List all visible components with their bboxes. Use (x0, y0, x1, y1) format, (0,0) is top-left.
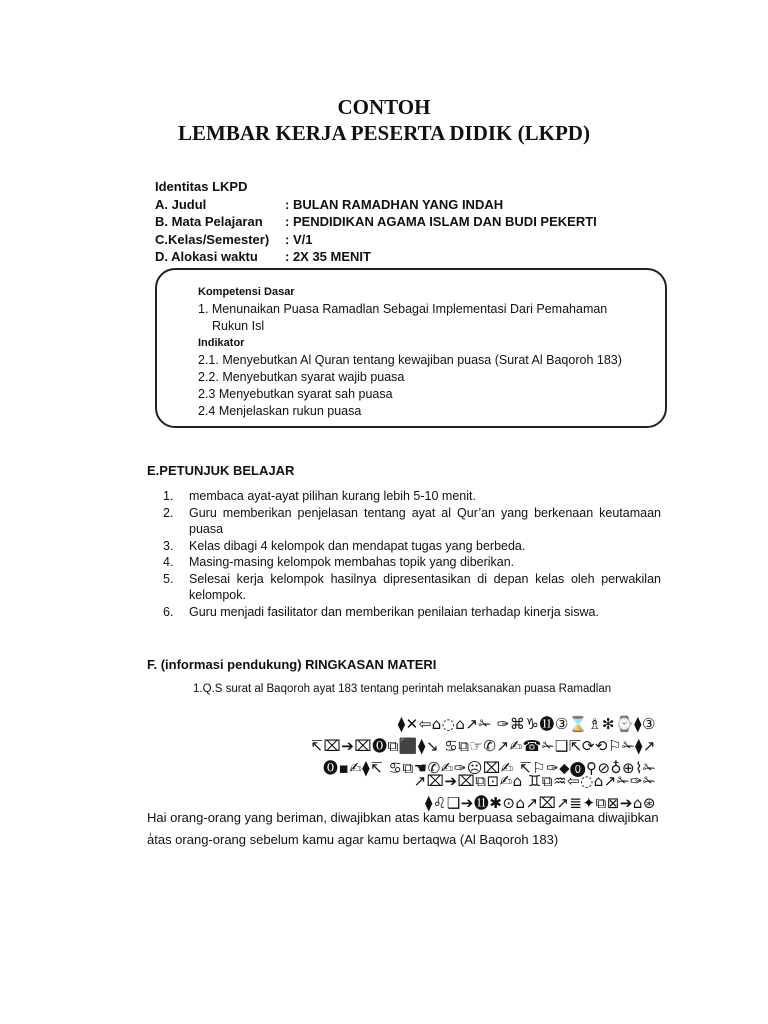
row-label: B. Mata Pelajaran (155, 214, 263, 229)
list-text: Kelas dibagi 4 kelompok dan mendapat tugas yang berbeda. (189, 538, 526, 553)
petunjuk-list (163, 488, 661, 620)
ringkasan-heading: F. (informasi pendukung) RINGKASAN MATERI (147, 657, 437, 672)
arabic-glyph-line: ↸⌧➔⌧⓿⧉⬛⧫↘ ♋⧉☞✆↗✍☎✁❑⇱⟳⟲⚐✁⧫↗ (310, 737, 656, 755)
list-item (163, 571, 661, 604)
kd-item-cont: Rukun Isl (212, 319, 265, 333)
list-item (163, 604, 661, 621)
row-label: C.Kelas/Semester) (155, 231, 270, 247)
row-value: : PENDIDIKAN AGAMA ISLAM DAN BUDI PEKERTI (285, 214, 597, 229)
arabic-glyph-line: ⧫♌❑➔⓫✱⊙⌂↗⌧↗≣✦⧉⊠➔⌂⊛ (424, 794, 656, 812)
row-value: : BULAN RAMADHAN YANG INDAH (285, 196, 504, 212)
list-text: Guru memberikan penjelasan tentang ayat al Qur’an yang berkenaan keutamaan puasa (189, 505, 661, 536)
list-item (163, 505, 661, 538)
kd-heading: Kompetensi Dasar (198, 286, 295, 298)
list-number: 1. (163, 489, 174, 503)
identitas-row-waktu (155, 248, 597, 266)
list-number: 5. (163, 571, 174, 586)
indikator-item: 2.4 Menjelaskan rukun puasa (198, 404, 362, 418)
list-number: 2. (163, 505, 174, 520)
row-label: D. Alokasi waktu (155, 249, 258, 264)
list-item (163, 538, 661, 555)
ayat-reference: 1.Q.S surat al Baqoroh ayat 183 tentang perintah melaksanakan puasa Ramadlan (193, 683, 612, 695)
indikator-item: 2.2. Menyebutkan syarat wajib puasa (198, 370, 405, 384)
kd-item: 1. Menunaikan Puasa Ramadlan Sebagai Implementasi Dari Pemahaman (198, 302, 608, 316)
identitas-row-mapel (155, 213, 597, 231)
list-number: 4. (163, 555, 174, 569)
title-line1: CONTOH (337, 95, 431, 119)
identitas-row-judul (155, 196, 597, 214)
list-text: Masing-masing kelompok membahas topik yang diberikan. (189, 555, 515, 569)
indikator-heading: Indikator (198, 337, 245, 349)
identitas-heading: Identitas LKPD (155, 179, 248, 194)
arabic-glyph-line: ⓿▪✍⧫↸ ♋⧉☚✆✍✑☹⌧✍ ↸⚐✑⬥⓿⚲⊘♁⊕⌇✁ (323, 759, 656, 777)
list-item (163, 488, 661, 505)
row-label: A. Judul (155, 196, 207, 212)
translation-line1: Hai orang-orang yang beriman, diwajibkan atas kamu berpuasa sebagaimana diwajibkan (147, 810, 659, 825)
row-value: : 2X 35 MENIT (285, 249, 371, 264)
list-item (163, 554, 661, 571)
list-number: 3. (163, 538, 174, 553)
list-number: 6. (163, 604, 174, 619)
petunjuk-heading: E.PETUNJUK BELAJAR (147, 463, 295, 478)
list-text: membaca ayat-ayat pilihan kurang lebih 5-10 menit. (189, 489, 476, 503)
arabic-glyph-line: ↗⌧➔⌧⧉⊡✍⌂ ♊⧉♒⇦◌⌂↗✁✑✁ (413, 772, 656, 790)
translation-line2: ٰatas orang-orang sebelum kamu agar kamu bertaqwa (Al Baqoroh 183) (147, 832, 559, 847)
list-text: Guru menjadi fasilitator dan memberikan penilaian terhadap kinerja siswa. (189, 604, 599, 619)
list-text: Selesai kerja kelompok hasilnya dipresentasikan di depan kelas oleh perwakilan kelompok. (189, 571, 661, 602)
indikator-item: 2.3 Menyebutkan syarat sah puasa (198, 387, 393, 401)
title-line2: LEMBAR KERJA PESERTA DIDIK (LKPD) (178, 121, 590, 145)
indikator-item: 2.1. Menyebutkan Al Quran tentang kewajiban puasa (Surat Al Baqoroh 183) (198, 353, 622, 367)
arabic-glyph-line: ⧫✕⇦⌂◌⌂↗✁ ✑⌘♑⓫③⌛♗✻⌚⧫③ (397, 715, 656, 733)
kompetensi-content (198, 284, 622, 420)
identitas-row-kelas (155, 231, 597, 249)
row-value: : V/1 (285, 231, 313, 247)
identitas-block (155, 178, 597, 266)
